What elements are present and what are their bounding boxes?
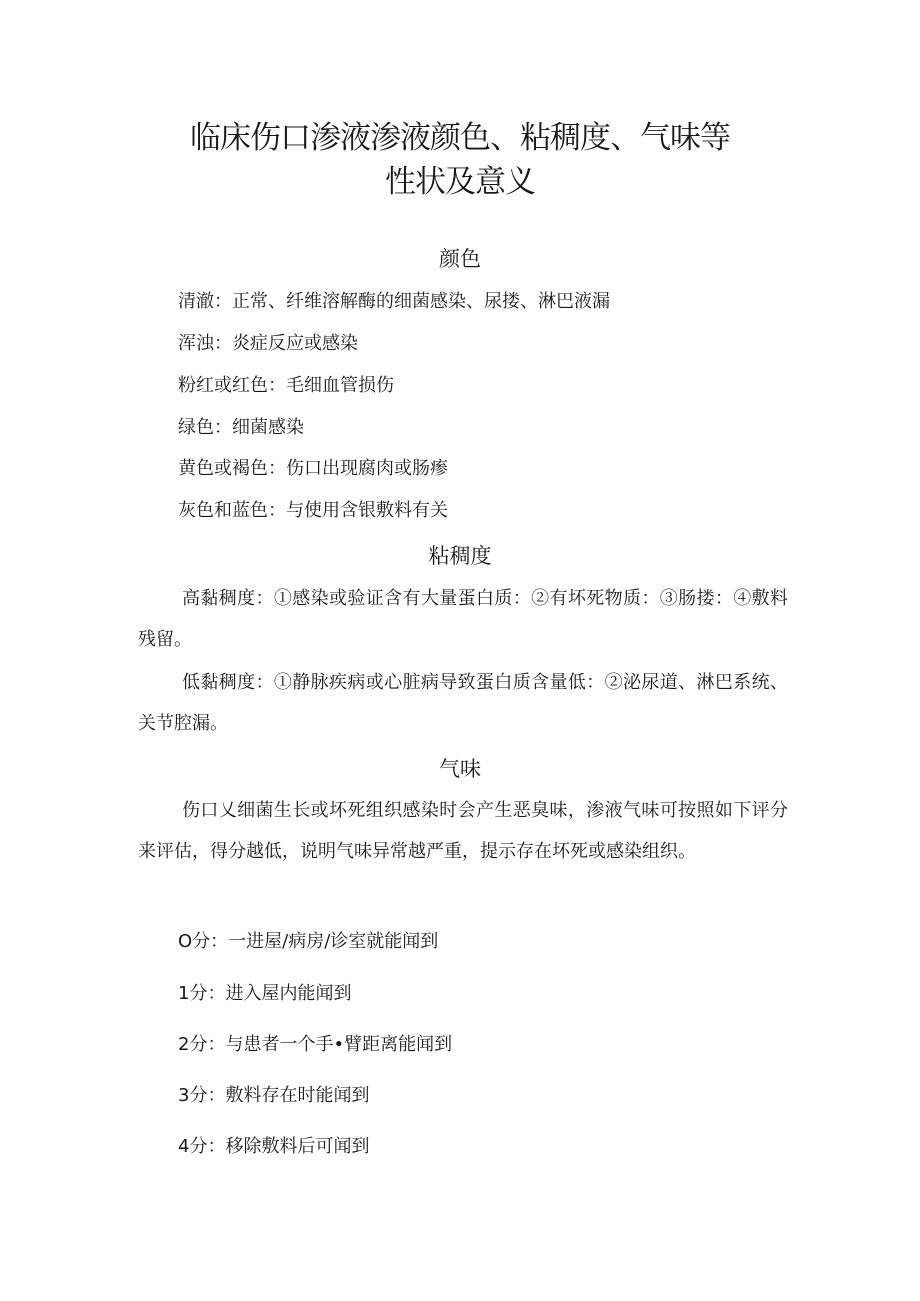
- color-item-green: 绿色：细菌感染: [178, 417, 304, 438]
- color-item-gray-blue: 灰色和蓝色：与使用含银敷料有关: [178, 500, 448, 521]
- odor-score-text: ：与患者一个手•臂距离能闻到: [207, 1034, 453, 1055]
- color-item-clear: 清澈：正常、纤维溶解酶的细菌感染、尿搂、淋巴液漏: [178, 291, 610, 312]
- odor-score-value: 1分: [178, 983, 208, 1004]
- odor-score-text: ：进入屋内能闻到: [207, 983, 352, 1004]
- odor-intro-paragraph: 伤口乂细菌生长或坏死组织感染时会产生恶臭味，渗液气味可按照如下评分来评估，得分越低，说明气味异常越严重，提示存在坏死或感染组织。: [138, 800, 788, 862]
- document-title-line-2: 性状及意义: [385, 164, 535, 200]
- odor-score-item: [178, 1083, 369, 1109]
- odor-heading: 气味: [439, 757, 481, 781]
- odor-score-text: ：一进屋/病房/诊室就能闻到: [210, 931, 439, 952]
- odor-score-value: O分: [178, 931, 211, 952]
- color-item-turbid: 浑浊：炎症反应或感染: [178, 333, 358, 354]
- color-heading: 颜色: [439, 247, 481, 271]
- odor-score-value: 2分: [178, 1034, 208, 1055]
- color-item-yellow-brown: 黄色或褐色：伤口出现腐肉或肠瘆: [178, 458, 448, 479]
- odor-score-text: ：移除敷料后可闻到: [207, 1136, 370, 1157]
- odor-score-item: [178, 1032, 452, 1058]
- viscosity-low-paragraph: 低黏稠度：①静脉疾病或心脏病导致蛋白质含量低：②泌尿道、淋巴系统、关节腔漏。: [138, 672, 788, 734]
- viscosity-high-paragraph: 高黏稠度：①感染或验证含有大量蛋白质：②有坏死物质：③肠搂：④敷料残留。: [138, 588, 788, 650]
- viscosity-heading: 粘稠度: [428, 544, 492, 568]
- odor-score-value: 3分: [178, 1085, 208, 1106]
- color-item-pink-red: 粉红或红色：毛细血管损伤: [178, 375, 394, 396]
- odor-score-item: [178, 981, 351, 1007]
- odor-score-value: 4分: [178, 1136, 208, 1157]
- odor-score-item: [178, 929, 438, 955]
- document-title-line-1: 临床伤口渗液渗液颜色、粘稠度、气味等: [190, 120, 730, 156]
- odor-score-item: [178, 1134, 369, 1160]
- odor-score-text: ：敷料存在时能闻到: [207, 1085, 370, 1106]
